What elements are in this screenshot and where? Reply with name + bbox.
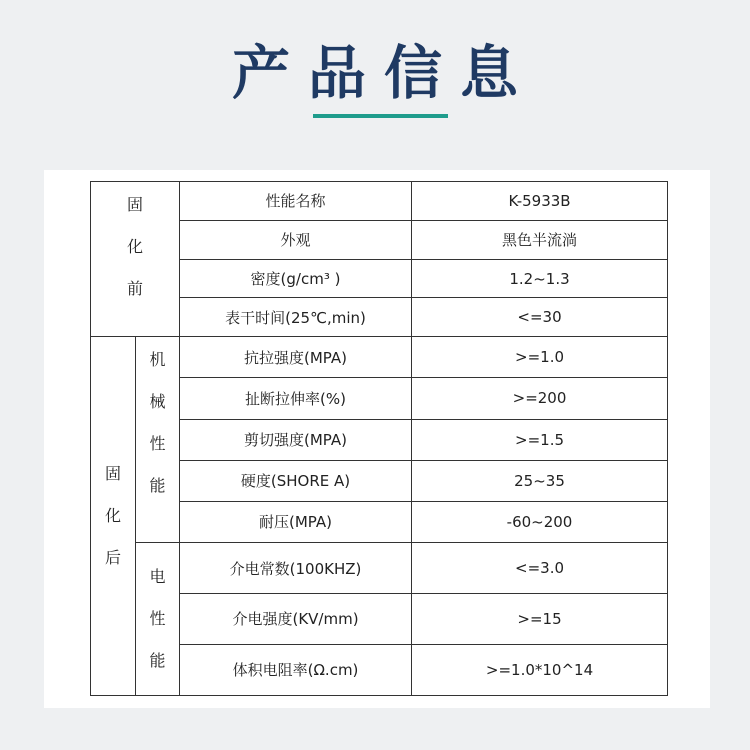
table-row (91, 337, 668, 378)
subgroup-label-electrical (136, 543, 180, 696)
subgroup-label-char: 电 (149, 567, 166, 587)
property-cell: 密度(g/cm³ ) (180, 259, 412, 298)
value-cell: >=1.0*10^14 (412, 644, 668, 695)
value-cell: <=3.0 (412, 543, 668, 594)
group-label-char: 化 (127, 237, 144, 256)
subgroup-label-char: 机 (149, 350, 166, 370)
group-label-char: 固 (127, 195, 144, 214)
subgroup-label-char: 能 (149, 651, 166, 671)
value-cell: 1.2~1.3 (412, 259, 668, 298)
group-label-char: 前 (127, 279, 144, 298)
property-cell: 耐压(MPA) (180, 501, 412, 542)
value-cell: >=1.5 (412, 419, 668, 460)
spec-table (90, 181, 668, 696)
property-cell: 扯断拉伸率(%) (180, 378, 412, 419)
group-label-after-cure (91, 337, 136, 696)
property-cell: 介电强度(KV/mm) (180, 593, 412, 644)
group-label-char: 后 (104, 548, 121, 568)
value-cell: 黑色半流淌 (412, 220, 668, 259)
property-cell: 性能名称 (180, 182, 412, 221)
property-cell: 介电常数(100KHZ) (180, 543, 412, 594)
subgroup-label-char: 能 (149, 476, 166, 496)
group-label-before-cure (91, 182, 180, 337)
subgroup-label-char: 性 (149, 609, 166, 629)
property-cell: 表干时间(25℃,min) (180, 298, 412, 337)
property-cell: 体积电阻率(Ω.cm) (180, 644, 412, 695)
subgroup-label-char: 性 (149, 434, 166, 454)
property-cell: 外观 (180, 220, 412, 259)
title-underline (313, 114, 448, 118)
value-cell: >=200 (412, 378, 668, 419)
value-cell: >=1.0 (412, 337, 668, 378)
table-row (91, 182, 668, 221)
subgroup-label-mechanical (136, 337, 180, 543)
group-label-char: 固 (104, 464, 121, 484)
property-cell: 剪切强度(MPA) (180, 419, 412, 460)
page-title: 产品信息 (231, 39, 536, 107)
value-cell: -60~200 (412, 501, 668, 542)
value-cell: <=30 (412, 298, 668, 337)
value-cell: 25~35 (412, 460, 668, 501)
property-cell: 抗拉强度(MPA) (180, 337, 412, 378)
value-cell: K-5933B (412, 182, 668, 221)
subgroup-label-char: 械 (149, 392, 166, 412)
group-label-char: 化 (104, 506, 121, 526)
table-row (91, 543, 668, 594)
property-cell: 硬度(SHORE A) (180, 460, 412, 501)
value-cell: >=15 (412, 593, 668, 644)
